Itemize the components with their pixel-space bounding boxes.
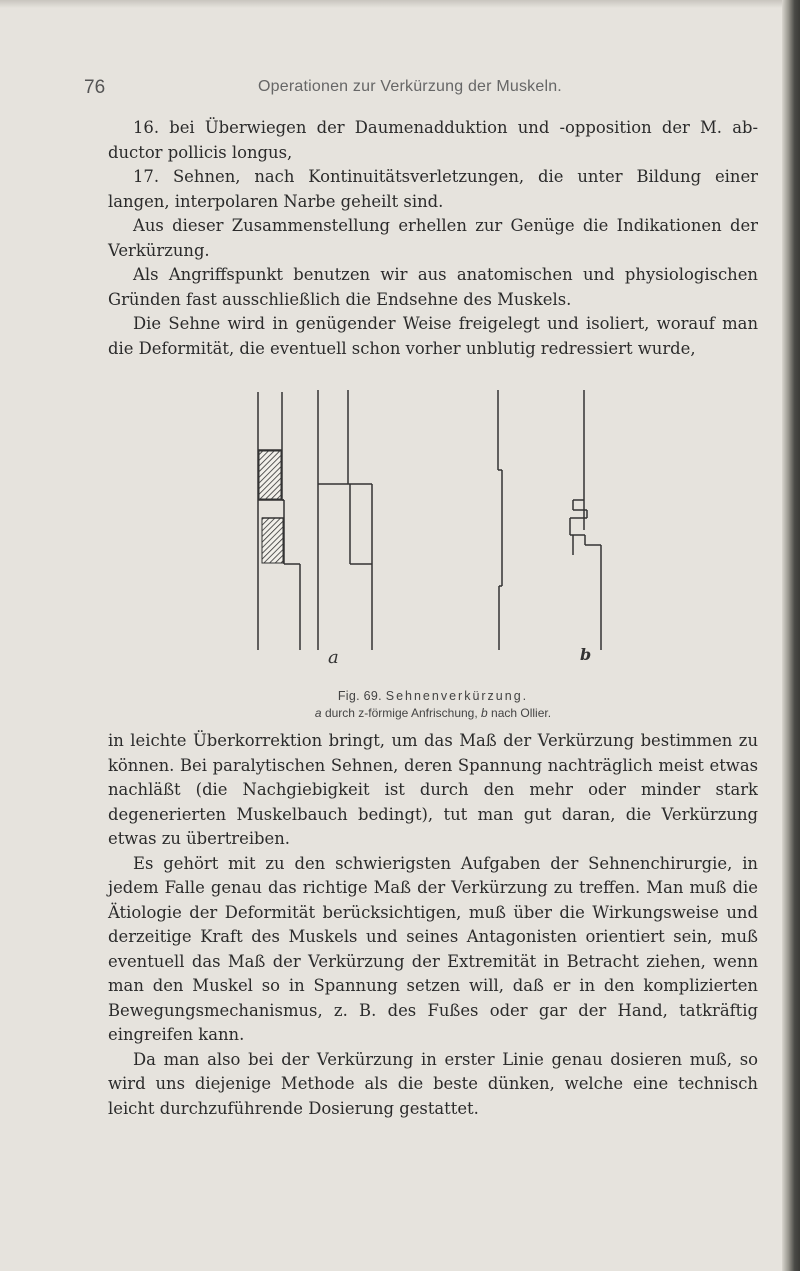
- page-number: 76: [84, 77, 106, 98]
- diagram-b-right-tendon: [570, 390, 601, 650]
- figure-69-tendon-shortening: [240, 360, 620, 680]
- diagram-a-right-tendon: [318, 390, 372, 650]
- caption-label-b: b: [481, 706, 488, 720]
- page-binding-edge: [782, 0, 800, 1271]
- running-head: Operationen zur Verkürzung der Muskeln.: [258, 78, 562, 95]
- figure-label-b: b: [580, 645, 592, 664]
- figure-caption-subtitle: [108, 706, 758, 720]
- hatched-flap-upper: [259, 451, 281, 499]
- paragraph-difficult-task: Es gehört mit zu den schwierigsten Aufgaben der Sehnenchirurgie, in jedem Falle genau das richtige Maß der Verkürzung zu treffen. Man muß die Ätiologie der Deformität berücksichtigen, muß über die Wirkungsweise und derzeitige Kraft des Muskels und seines Antagonisten orientiert sein, muß eventuell das Maß der Verkürzung der Extremität in Betracht ziehen, wenn man den Muskel so in Spannung setzen will, daß er in den komplizierten Bewegungsmechanismus, z. B. des Fußes oder gar der Hand, tatkräftig eingreifen kann.: [108, 853, 758, 1044]
- paragraph-attack-point: Als Angriffspunkt benutzen wir aus anatomischen und physiologischen Gründen fast ausschließlich die Endsehne des Muskels.: [108, 265, 758, 309]
- paragraph-indications: Aus dieser Zusammenstellung erhellen zur Genüge die Indikationen der Verkürzung.: [108, 216, 758, 260]
- diagram-b-left-tendon: [498, 390, 502, 650]
- page-top-edge: [0, 0, 785, 8]
- figure-title: Sehnenverkürzung.: [385, 689, 529, 703]
- figure-label-a: a: [328, 647, 339, 668]
- caption-text-1: durch z-förmige Anfrischung,: [321, 706, 482, 720]
- figure-number: Fig. 69.: [337, 689, 382, 703]
- hatched-flap-lower: [262, 518, 283, 563]
- text-block-top: [108, 116, 758, 361]
- list-item-16: 16. bei Überwiegen der Daumenadduktion und -opposition der M. ab-ductor pollicis longus,: [108, 118, 758, 162]
- paragraph-tendon-exposed: Die Sehne wird in genügender Weise freigelegt und isoliert, worauf man die Deformität, die eventuell schon vorher unblutig redressiert wurde,: [108, 314, 758, 358]
- paragraph-overcorrection: in leichte Überkorrektion bringt, um das Maß der Verkürzung bestimmen zu können. Bei paralytischen Sehnen, deren Spannung nachträglich meist etwas nachläßt (die Nachgiebigkeit ist durch den mehr oder minder stark degenerierten Muskelbauch bedingt), tut man gut daran, die Verkürzung etwas zu übertreiben.: [108, 731, 758, 848]
- paragraph-dosing: Da man also bei der Verkürzung in erster Linie genau dosieren muß, so wird uns diejenige Methode als die beste dünken, welche eine technisch leicht durchzuführende Dosierung gestattet.: [108, 1049, 758, 1118]
- caption-label-a: a: [314, 706, 322, 720]
- list-item-17: 17. Sehnen, nach Kontinuitätsverletzungen, die unter Bildung einer langen, interpolaren Narbe geheilt sind.: [108, 167, 758, 211]
- figure-caption: [108, 689, 758, 703]
- text-block-bottom: [108, 729, 758, 1121]
- caption-text-2: nach Ollier.: [487, 706, 552, 720]
